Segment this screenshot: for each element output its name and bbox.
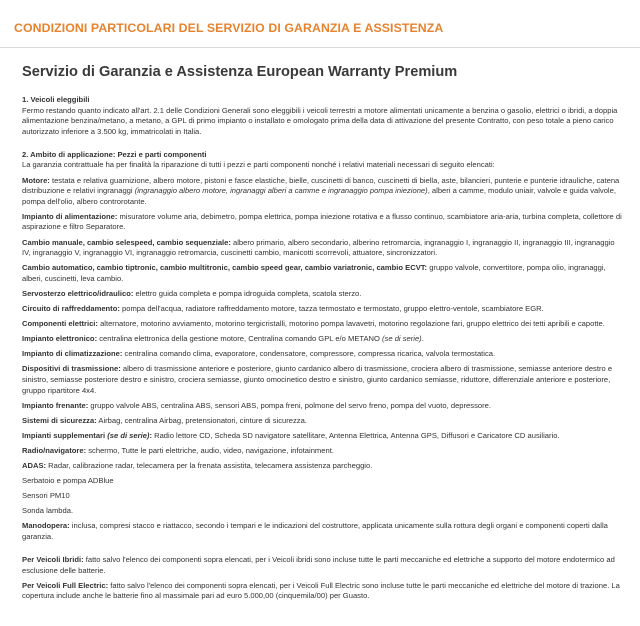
item-label-suffix: : xyxy=(149,430,152,440)
section-heading: 1. Veicoli eleggibili xyxy=(22,95,90,104)
item-text: misuratore volume aria, debimetro, pompa elettrica, pompa iniezione rotativa e a flusso continuo, scambiatore aria-aria, turbina completa, collettore di aspirazione e filtro Separatore. xyxy=(22,211,622,232)
item-label: Dispositivi di trasmissione: xyxy=(22,364,121,374)
list-item xyxy=(22,263,622,284)
section-text: Fermo restando quanto indicato all'art. 2.1 delle Condizioni Generali sono eleggibili i veicoli terrestri a motore alimentati unicamente a benzina o gasolio, elettrici o ibridi, a doppia alimentazione benzina/metano, a metano, a GPL di primo impianto o installato e omologato prima della data di attivazione del presente Contratto, con peso totale a pieno carico autorizzato inferiore a 3.500 kg, immatricolati in Italia. xyxy=(22,105,618,136)
item-text: gruppo valvole, convertitore, pompa olio, ingranaggi, alberi, cuscinetti, leva cambio. xyxy=(22,263,606,283)
item-label: Circuito di raffreddamento: xyxy=(22,304,120,313)
item-text: schermo, Tutte le parti elettriche, audio, video, navigazione, infotainment. xyxy=(86,445,334,455)
item-label: Cambio automatico, cambio tiptronic, cambio multitronic, cambio speed gear, cambio variatronic, cambio ECVT: xyxy=(22,263,428,273)
list-item xyxy=(22,304,622,315)
list-item xyxy=(22,364,622,396)
list-item xyxy=(22,521,622,542)
list-item xyxy=(22,461,622,472)
list-item xyxy=(22,476,622,487)
item-label: Impianto frenante: xyxy=(22,400,89,410)
item-label: Impianto di alimentazione: xyxy=(22,211,118,221)
list-item xyxy=(22,349,622,360)
footnotes xyxy=(22,555,622,602)
item-label: Per Veicoli Full Electric: xyxy=(22,580,109,590)
item-note: (ingranaggio albero motore, ingranaggi alberi a camme e ingranaggio pompa iniezione) xyxy=(134,186,428,196)
list-item xyxy=(22,238,622,259)
item-label: Motore: xyxy=(22,175,50,185)
list-item xyxy=(22,212,622,233)
item-label: Impianto elettronico: xyxy=(22,334,98,344)
item-text-cont: . xyxy=(421,334,424,344)
page-header xyxy=(0,0,640,56)
item-text: elettro guida completa e pompa idroguida completa, scatola sterzo. xyxy=(133,288,362,298)
item-text: pompa dell'acqua, radiatore raffreddamento motore, tazza termostato e termostato, gruppo elettro-ventole, scambiatore EGR. xyxy=(119,304,544,313)
item-text: Radar, calibrazione radar, telecamera per la frenata assistita, telecamera assistenza parcheggio. xyxy=(46,461,373,471)
item-label: Per Veicoli Ibridi: xyxy=(22,555,84,565)
banner-title: CONDIZIONI PARTICOLARI DEL SERVIZIO DI GARANZIA E ASSISTENZA xyxy=(14,21,444,35)
list-item xyxy=(22,334,622,345)
item-label: Radio/navigatore: xyxy=(22,445,87,455)
item-text-cont: , alberi a camme, modulo uniair, valvole e guida valvole, pompa dell'olio, albero controrotante. xyxy=(22,186,616,206)
document-body xyxy=(22,95,622,606)
item-label: Impianti supplementari xyxy=(22,430,108,440)
item-label-note: (se di serie) xyxy=(107,430,150,440)
item-text: fatto salvo l'elenco dei componenti sopra elencati, per i Veicoli ibridi sono incluse tutte le parti meccaniche ed elettriche a supporto del motore endotermico ad esclusione delle batterie. xyxy=(22,555,615,575)
item-text: Airbag, centralina Airbag, pretensionatori, cinture di sicurezza. xyxy=(96,415,307,425)
item-note: (se di serie) xyxy=(382,334,422,344)
item-text: alternatore, motorino avviamento, motorino tergicristalli, motorino pompa lavavetri, motorino regolazione fari, gruppo elettrico dei tetti apribili e capotte. xyxy=(97,319,605,329)
item-text: testata e relativa guarnizione, albero motore, pistoni e fasce elastiche, bielle, cuscinetti di banco, cuscinetti di biella, aste, bilancieri, punterie e punterie idrauliche, catena distribuzione e relativi ingranaggi xyxy=(22,175,620,196)
item-label: Manodopera: xyxy=(22,521,70,531)
item-label: Sistemi di sicurezza: xyxy=(22,415,97,425)
item-label: Servosterzo elettrico/idraulico: xyxy=(22,288,134,298)
list-item xyxy=(22,289,622,300)
item-label: ADAS: xyxy=(22,461,47,471)
list-item xyxy=(22,401,622,412)
item-text: albero primario, albero secondario, alberino retromarcia, ingranaggio I, ingranaggio II, ingranaggio III, ingranaggio IV, ingranaggio V, ingranaggio VI, ingranaggio retromarcia, cuscinetti cambio, manicotti scorrevoli, attuatore, sincronizzatori. xyxy=(22,237,615,258)
item-text: albero di trasmissione anteriore e posteriore, giunto cardanico albero di trasmissione, crociera albero di trasmissione, semiasse anteriore destro e sinistro, semiasse posteriore destro e sinistro, crociera semiasse, giunto omocinetico destro e sinistro, giunto cardanico semiasse, riduttore, differenziale anteriore e posteriore, gruppo ripartitore 4x4. xyxy=(22,364,613,395)
item-text: Serbatoio e pompa ADBlue xyxy=(22,476,114,486)
list-item xyxy=(22,491,622,502)
list-item xyxy=(22,176,622,208)
item-text: centralina comando clima, evaporatore, condensatore, compressore, compressa ricarica, valvola termostatica. xyxy=(122,349,496,359)
component-list xyxy=(22,176,622,543)
item-label: Impianto di climatizzazione: xyxy=(22,349,123,359)
item-text: Sensori PM10 xyxy=(22,491,70,501)
document-title: Servizio di Garanzia e Assistenza European Warranty Premium xyxy=(22,64,458,80)
footnote xyxy=(22,581,622,602)
section-heading: 2. Ambito di applicazione: Pezzi e parti componenti xyxy=(22,149,207,159)
list-item xyxy=(22,446,622,457)
item-text: Radio lettore CD, Scheda SD navigatore satellitare, Antenna Elettrica, Antenna GPS, Diffusori e Caricatore CD ausiliario. xyxy=(151,430,560,440)
item-text: centralina elettronica della gestione motore, Centralina comando GPL e/o METANO xyxy=(97,334,383,344)
footnote xyxy=(22,555,622,576)
section-intro: La garanzia contrattuale ha per finalità la riparazione di tutti i pezzi e parti componenti nonché i relativi materiali necessari di seguito elencati: xyxy=(22,160,495,170)
item-text: inclusa, compresi stacco e riattacco, secondo i tempari e le indicazioni del costruttore, applicata unicamente sulla rottura degli organi e componenti coperti dalla garanzia. xyxy=(22,521,608,541)
item-text: fatto salvo l'elenco dei componenti sopra elencati, per i Veicoli Full Electric sono incluse tutte le parti meccaniche ed elettriche del motore di trazione. La copertura include anche le batterie fino al massimale pari ad euro 5.000,00 (cinquemila/00) per Guasto. xyxy=(22,580,620,601)
list-item xyxy=(22,319,622,330)
header-divider xyxy=(0,47,640,48)
item-label: Componenti elettrici: xyxy=(22,319,98,329)
list-item xyxy=(22,416,622,427)
item-label: Cambio manuale, cambio selespeed, cambio sequenziale: xyxy=(22,237,231,247)
list-item xyxy=(22,506,622,517)
item-text: Sonda lambda. xyxy=(22,506,74,516)
item-text: gruppo valvole ABS, centralina ABS, sensori ABS, pompa freni, polmone del servo freno, pompa del vuoto, depressore. xyxy=(88,400,491,410)
list-item xyxy=(22,431,622,442)
